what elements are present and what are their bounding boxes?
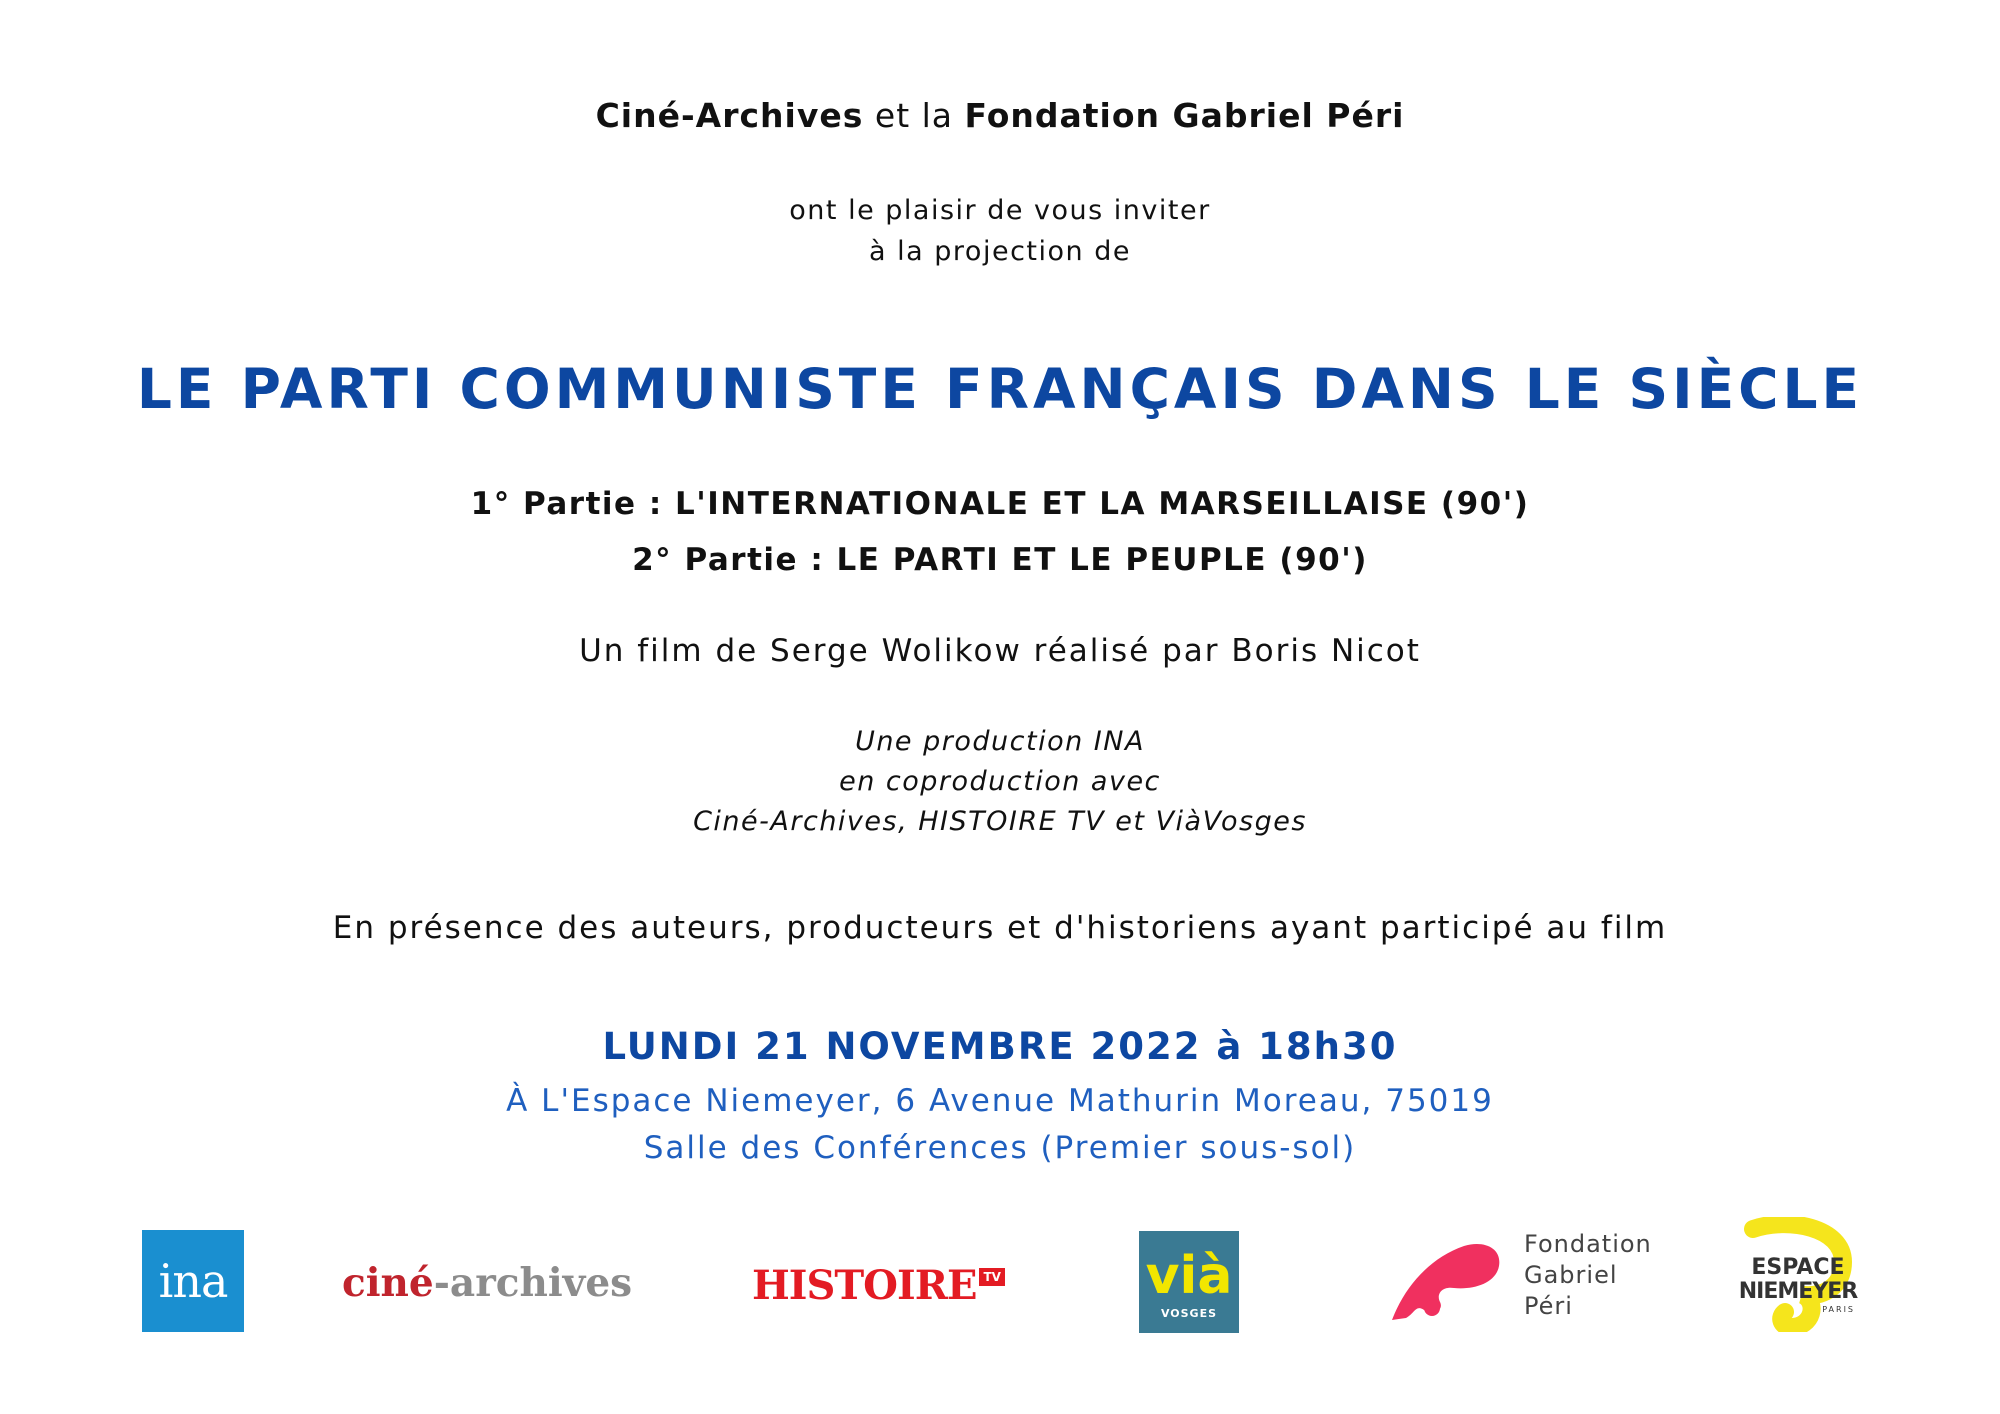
invitation-text (0, 190, 2000, 272)
via-logo-text: vià (1145, 1245, 1233, 1306)
invitation-line-2: à la projection de (869, 236, 1131, 267)
via-vosges-logo (1139, 1231, 1239, 1333)
espace-line-1: ESPACE (1751, 1255, 1845, 1280)
espace-niemeyer-logo (1733, 1212, 1863, 1337)
production-line-3: Ciné-Archives, HISTOIRE TV et ViàVosges (693, 806, 1307, 837)
espace-line-3: PARIS (1822, 1305, 1855, 1314)
fondation-gabriel-peri-wordmark (1524, 1229, 1652, 1322)
ina-logo (142, 1230, 244, 1332)
ina-logo-text: ina (158, 1254, 228, 1308)
film-title: LE PARTI COMMUNISTE FRANÇAIS DANS LE SIÈCLE (136, 357, 1864, 421)
invitation-line-1: ont le plaisir de vous inviter (789, 195, 1211, 226)
histoire-logo-text: HISTOIRE (752, 1262, 977, 1309)
event-address: À L'Espace Niemeyer, 6 Avenue Mathurin Moreau, 75019 (506, 1083, 1494, 1119)
presence-note: En présence des auteurs, producteurs et d'historiens ayant participé au film (332, 910, 1668, 946)
via-logo-subtext: VOSGES (1160, 1306, 1218, 1320)
cine-archives-logo (342, 1260, 632, 1306)
cine-archives-logo-red: ciné (342, 1260, 434, 1306)
fgp-line-1: Fondation (1524, 1230, 1652, 1258)
cine-archives-logo-gray: -archives (433, 1260, 633, 1306)
histoire-tv-logo (752, 1262, 1005, 1309)
fondation-gabriel-peri-mark-icon (1384, 1228, 1504, 1323)
espace-line-2: NIEMEYER (1738, 1279, 1858, 1304)
host-cine-archives: Ciné-Archives (595, 96, 864, 135)
espace-niemeyer-wordmark (1733, 1256, 1863, 1316)
production-line-1: Une production INA (855, 726, 1145, 757)
fgp-line-3: Péri (1524, 1292, 1573, 1320)
hosts-line (0, 96, 2000, 135)
histoire-tv-badge: TV (979, 1268, 1004, 1286)
host-fondation-gabriel-peri: Fondation Gabriel Péri (964, 96, 1405, 135)
fondation-gabriel-peri-logo (1384, 1228, 1652, 1323)
event-date: LUNDI 21 NOVEMBRE 2022 à 18h30 (602, 1025, 1398, 1068)
film-part-1: 1° Partie : L'INTERNATIONALE ET LA MARSEILLAISE (90') (470, 486, 1530, 522)
event-room: Salle des Conférences (Premier sous-sol) (643, 1130, 1357, 1166)
film-part-2: 2° Partie : LE PARTI ET LE PEUPLE (90') (632, 542, 1368, 578)
fgp-line-2: Gabriel (1524, 1261, 1618, 1289)
production-line-2: en coproduction avec (839, 766, 1161, 797)
film-credit: Un film de Serge Wolikow réalisé par Boris Nicot (579, 633, 1421, 669)
host-connector: et la (863, 96, 965, 135)
production-credits (0, 722, 2000, 842)
